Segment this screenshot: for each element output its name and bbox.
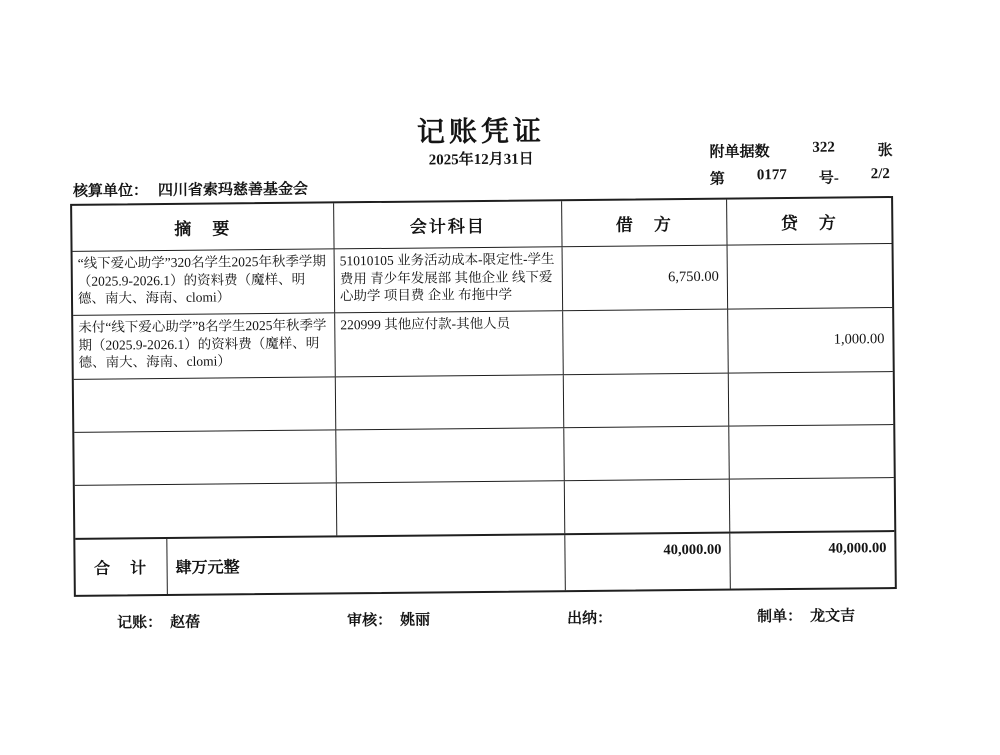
preparer-signature <box>757 604 855 626</box>
row-account: 220999 其他应付款-其他人员 <box>334 311 563 376</box>
attachment-count-line <box>710 139 893 162</box>
table-row <box>74 371 893 432</box>
row-account <box>335 428 563 482</box>
row-credit: 1,000.00 <box>727 308 893 373</box>
reviewer-signature <box>347 608 430 630</box>
header-credit: 贷 方 <box>726 198 891 245</box>
signature-line <box>74 604 897 640</box>
accounting-unit-label: 核算单位： <box>73 183 148 200</box>
voucher-date: 2025年12月31日 <box>70 144 893 173</box>
total-credit: 40,000.00 <box>729 532 895 589</box>
reviewer-label: 审核： <box>347 613 392 629</box>
bookkeeper-name: 赵蓓 <box>170 615 200 631</box>
total-debit: 40,000.00 <box>564 534 730 591</box>
attachment-label: 附单据数 <box>710 140 770 162</box>
reviewer-name: 姚丽 <box>400 612 430 628</box>
header-summary: 摘 要 <box>72 203 333 251</box>
row-credit <box>729 478 894 532</box>
table-row <box>74 424 893 485</box>
header-debit: 借 方 <box>561 200 726 247</box>
row-summary <box>74 430 335 485</box>
row-summary <box>74 377 335 432</box>
bookkeeper-signature <box>117 611 200 633</box>
voucher-number-prefix: 第 <box>710 168 725 189</box>
table-header-row <box>72 198 891 251</box>
cashier-signature <box>567 607 620 629</box>
attachment-unit: 张 <box>877 139 892 160</box>
row-debit: 6,750.00 <box>562 246 728 311</box>
row-account <box>335 375 563 429</box>
voucher-table <box>70 196 897 597</box>
row-credit <box>728 425 893 479</box>
accounting-unit-name: 四川省索玛慈善基金会 <box>158 182 308 199</box>
voucher-number-suffix: 号- <box>819 167 839 188</box>
attachment-count: 322 <box>812 140 835 161</box>
voucher-page: 2/2 <box>871 166 890 187</box>
table-row <box>73 243 893 315</box>
table-row <box>75 477 894 538</box>
row-summary: 未付“线下爱心助学”8名学生2025年秋季学期（2025.9-2026.1）的资料费（魔样、明德、南大、海南、clomi） <box>73 313 335 379</box>
header-account: 会计科目 <box>333 201 561 248</box>
row-debit <box>563 427 728 481</box>
bookkeeper-label: 记账： <box>117 615 162 631</box>
row-debit <box>564 480 729 534</box>
row-summary: “线下爱心助学”320名学生2025年秋季学期（2025.9-2026.1）的资料费（魔样、明德、南大、海南、clomi） <box>73 249 335 315</box>
row-summary <box>75 483 336 538</box>
row-account: 51010105 业务活动成本-限定性-学生费用 青少年发展部 其他企业 线下爱心助学 项目费 企业 布拖中学 <box>334 247 563 312</box>
cashier-label: 出纳： <box>567 611 612 627</box>
voucher-title: 记账凭证 <box>69 106 892 154</box>
table-total-row <box>75 530 895 595</box>
row-credit <box>728 372 893 426</box>
preparer-name: 龙文吉 <box>810 608 855 624</box>
row-credit <box>727 244 893 309</box>
voucher-number-line <box>710 166 890 189</box>
accounting-unit-line <box>73 178 308 201</box>
table-row <box>73 307 893 379</box>
preparer-label: 制单： <box>757 609 802 625</box>
row-account <box>336 481 564 535</box>
row-debit <box>563 374 728 428</box>
total-label: 合 计 <box>75 539 167 595</box>
total-amount-in-words: 肆万元整 <box>166 535 565 594</box>
voucher-number: 0177 <box>757 167 787 188</box>
row-debit <box>562 310 728 375</box>
